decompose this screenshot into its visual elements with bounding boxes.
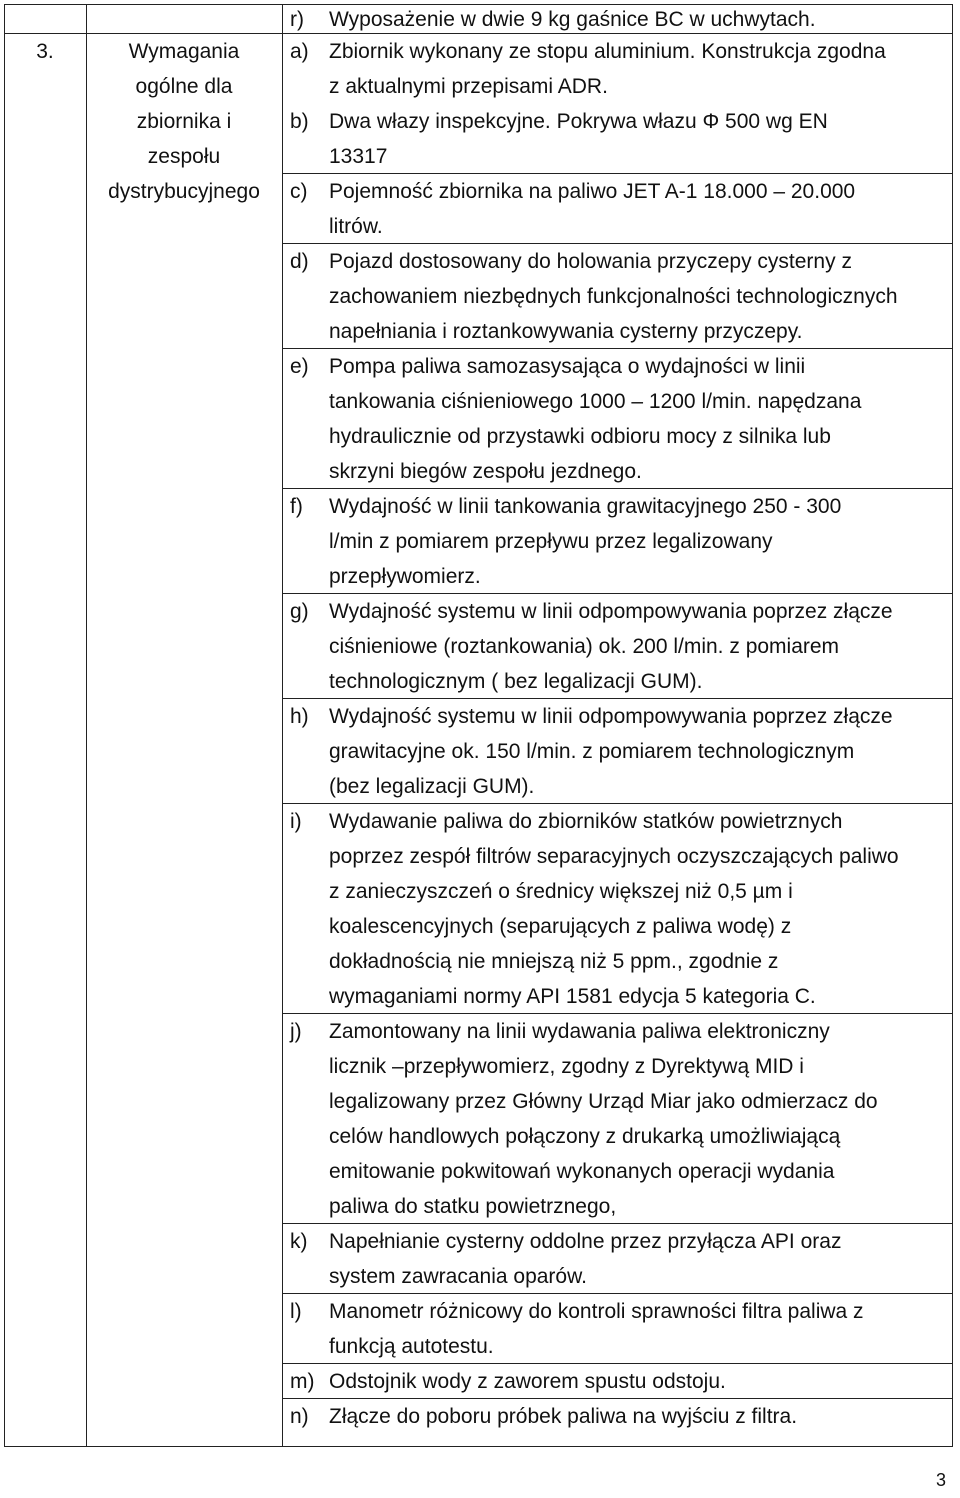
list-item-text	[329, 594, 893, 699]
list-item-letter: k)	[290, 1230, 308, 1253]
text-line: 13317	[329, 145, 388, 168]
table-border-left	[4, 4, 5, 1447]
row-divider	[282, 1013, 953, 1014]
table-border-col2	[282, 4, 283, 1447]
list-item-letter: a)	[290, 40, 309, 63]
text-line: koalescencyjnych (separujących z paliwa wodę) z	[329, 915, 792, 938]
text-line: paliwa do statku powietrznego,	[329, 1195, 617, 1218]
list-item-letter: i)	[290, 810, 302, 833]
text-line: Napełnianie cysterny oddolne przez przyłącza API oraz	[329, 1230, 842, 1253]
text-line: Złącze do poboru próbek paliwa na wyjściu z filtra.	[329, 1405, 798, 1428]
text-line: Dwa włazy inspekcyjne. Pokrywa włazu Φ 500 wg EN	[329, 110, 828, 133]
text-line: funkcją autotestu.	[329, 1335, 494, 1358]
page-number: 3	[935, 1470, 946, 1490]
category-line: Wymagania	[128, 40, 240, 63]
row-divider	[282, 348, 953, 349]
row-divider	[282, 698, 953, 699]
section-category	[86, 34, 282, 209]
text-line: l/min z pomiarem przepływu przez legalizowany	[329, 530, 773, 553]
category-line: zespołu	[147, 145, 221, 168]
list-item-text	[329, 699, 893, 804]
list-item-text	[329, 804, 899, 1014]
row-divider	[282, 1363, 953, 1364]
text-line: Pojemność zbiornika na paliwo JET A-1 18.000 – 20.000	[329, 180, 856, 203]
text-line: legalizowany przez Główny Urząd Miar jako odmierzacz do	[329, 1090, 878, 1113]
text-line: z zanieczyszczeń o średnicy większej niż 0,5 µm i	[329, 880, 793, 903]
category-line: dystrybucyjnego	[108, 180, 260, 203]
text-line: (bez legalizacji GUM).	[329, 775, 535, 798]
text-line: napełniania i roztankowywania cysterny przyczepy.	[329, 320, 803, 343]
list-item-letter: b)	[290, 110, 309, 133]
text-line: zachowaniem niezbędnych funkcjonalności technologicznych	[329, 285, 898, 308]
text-line: celów handlowych połączony z drukarką umożliwiającą	[329, 1125, 841, 1148]
text-line: dokładnością nie mniejszą niż 5 ppm., zgodnie z	[329, 950, 779, 973]
text-line: Pompa paliwa samozasysająca o wydajności w linii	[329, 355, 806, 378]
text-line: litrów.	[329, 215, 383, 238]
list-item-letter: f)	[290, 495, 303, 518]
list-item-text	[329, 104, 828, 174]
text-line: Wydajność w linii tankowania grawitacyjnego 250 - 300	[329, 495, 842, 518]
text-line: tankowania ciśnieniowego 1000 – 1200 l/min. napędzana	[329, 390, 862, 413]
table-border-col1	[86, 4, 87, 1447]
text-line: technologicznym ( bez legalizacji GUM).	[329, 670, 703, 693]
list-item-text	[329, 1364, 726, 1399]
text-line: Manometr różnicowy do kontroli sprawności filtra paliwa z	[329, 1300, 864, 1323]
text-line: Wydajność systemu w linii odpompowywania poprzez złącze	[329, 600, 893, 623]
list-item-text	[329, 244, 898, 349]
section-number: 3.	[36, 40, 54, 63]
list-item-letter: g)	[290, 600, 309, 623]
category-line: zbiornika i	[136, 110, 232, 133]
text-line: Odstojnik wody z zaworem spustu odstoju.	[329, 1370, 726, 1393]
row-divider	[282, 243, 953, 244]
text-line: Wyposażenie w dwie 9 kg gaśnice BC w uchwytach.	[329, 8, 816, 31]
text-line: Zbiornik wykonany ze stopu aluminium. Konstrukcja zgodna	[329, 40, 886, 63]
text-line: licznik –przepływomierz, zgodny z Dyrektywą MID i	[329, 1055, 804, 1078]
text-line: Wydawanie paliwa do zbiorników statków powietrznych	[329, 810, 843, 833]
list-item-text	[329, 1294, 864, 1364]
list-item-letter: c)	[290, 180, 308, 203]
list-item-letter: h)	[290, 705, 309, 728]
list-item-text	[329, 1014, 878, 1224]
row-divider	[282, 593, 953, 594]
text-line: Zamontowany na linii wydawania paliwa elektroniczny	[329, 1020, 830, 1043]
row-divider	[282, 173, 953, 174]
text-line: grawitacyjne ok. 150 l/min. z pomiarem technologicznym	[329, 740, 855, 763]
text-line: ciśnieniowe (roztankowania) ok. 200 l/min. z pomiarem	[329, 635, 840, 658]
text-line: wymaganiami normy API 1581 edycja 5 kategoria C.	[329, 985, 816, 1008]
text-line: z aktualnymi przepisami ADR.	[329, 75, 608, 98]
list-item-text	[329, 2, 816, 37]
row-divider	[282, 1293, 953, 1294]
list-item-letter: l)	[290, 1300, 302, 1323]
text-line: Pojazd dostosowany do holowania przyczepy cysterny z	[329, 250, 852, 273]
list-item-text	[329, 349, 861, 489]
row-divider	[282, 803, 953, 804]
row-divider	[282, 1398, 953, 1399]
list-item-letter: m)	[290, 1370, 315, 1393]
text-line: system zawracania oparów.	[329, 1265, 587, 1288]
text-line: emitowanie pokwitowań wykonanych operacji wydania	[329, 1160, 835, 1183]
list-item-text	[329, 1399, 797, 1434]
list-item-letter: j)	[290, 1020, 302, 1043]
text-line: przepływomierz.	[329, 565, 481, 588]
row-divider	[282, 488, 953, 489]
list-item-letter: n)	[290, 1405, 309, 1428]
list-item-letter: e)	[290, 355, 309, 378]
text-line: poprzez zespół filtrów separacyjnych oczyszczających paliwo	[329, 845, 899, 868]
list-item-text	[329, 1224, 841, 1294]
list-item-text	[329, 174, 855, 244]
table-border-bottom	[4, 1446, 953, 1447]
table-border-right	[952, 4, 953, 1447]
text-line: skrzyni biegów zespołu jezdnego.	[329, 460, 642, 483]
text-line: hydraulicznie od przystawki odbioru mocy z silnika lub	[329, 425, 831, 448]
text-line: Wydajność systemu w linii odpompowywania poprzez złącze	[329, 705, 893, 728]
category-line: ogólne dla	[135, 75, 233, 98]
list-item-text	[329, 34, 886, 104]
list-item-letter: d)	[290, 250, 309, 273]
row-divider	[282, 1223, 953, 1224]
list-item-text	[329, 489, 841, 594]
list-item-letter: r)	[290, 8, 304, 31]
